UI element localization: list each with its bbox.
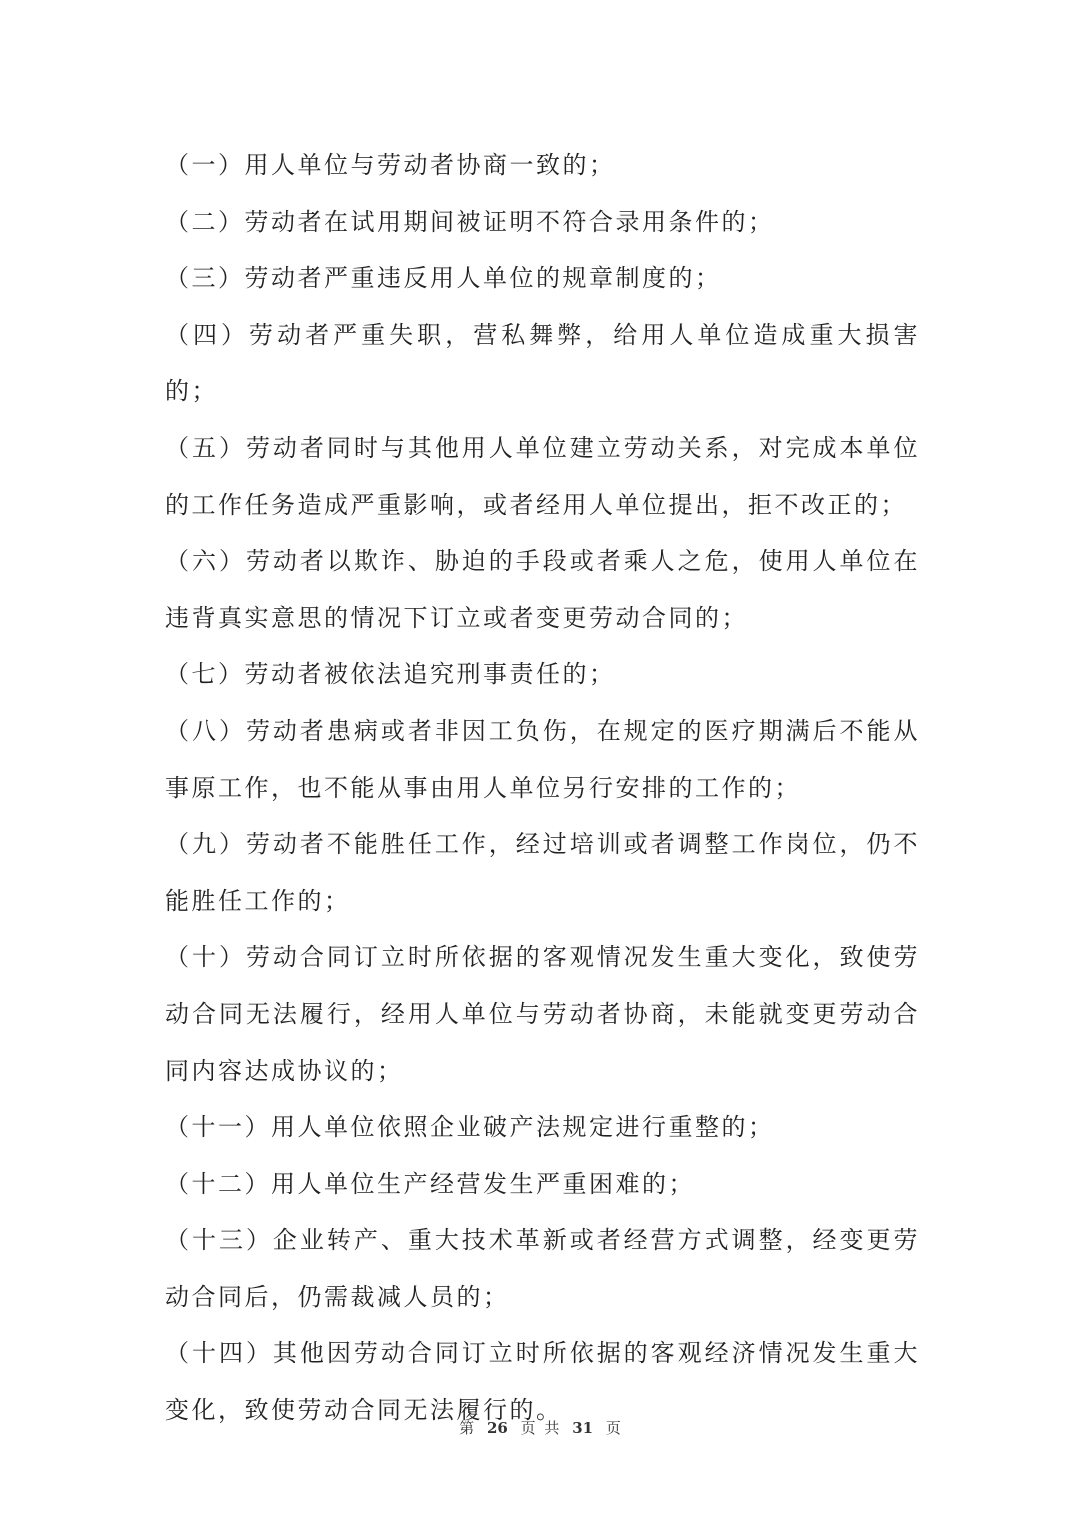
clause-13: （十三）企业转产、重大技术革新或者经营方式调整，经变更劳动合同后，仍需裁减人员的； (165, 1226, 920, 1311)
page-prefix: 第 (459, 1419, 475, 1437)
clause-3: （三）劳动者严重违反用人单位的规章制度的； (165, 264, 722, 293)
clause-12: （十二）用人单位生产经营发生严重困难的； (165, 1169, 695, 1198)
total-suffix: 页 (605, 1419, 621, 1437)
clause-1: （一）用人单位与劳动者协商一致的； (165, 151, 616, 179)
clause-14: （十四）其他因劳动合同订立时所依据的客观经济情况发生重大变化，致使劳动合同无法履行的。 (165, 1339, 920, 1425)
clause-7: （七）劳动者被依法追究刑事责任的； (165, 660, 616, 689)
total-pages-number: 31 (572, 1419, 594, 1437)
current-page-number: 26 (486, 1419, 508, 1437)
document-body (165, 137, 920, 1439)
clause-6: （六）劳动者以欺诈、胁迫的手段或者乘人之危，使用人单位在违背真实意思的情况下订立或者变更劳动合同的； (165, 547, 920, 632)
clause-5: （五）劳动者同时与其他用人单位建立劳动关系，对完成本单位的工作任务造成严重影响，或者经用人单位提出，拒不改正的； (165, 433, 920, 519)
clause-4: （四）劳动者严重失职，营私舞弊，给用人单位造成重大损害的； (165, 320, 920, 406)
page-word: 页 (520, 1419, 536, 1437)
clause-8: （八）劳动者患病或者非因工负伤，在规定的医疗期满后不能从事原工作，也不能从事由用人单位另行安排的工作的； (165, 716, 920, 802)
clause-10: （十）劳动合同订立时所依据的客观情况发生重大变化，致使劳动合同无法履行，经用人单位与劳动者协商，未能就变更劳动合同内容达成协议的； (165, 943, 920, 1085)
clause-2: （二）劳动者在试用期间被证明不符合录用条件的； (165, 207, 775, 236)
clause-9: （九）劳动者不能胜任工作，经过培训或者调整工作岗位，仍不能胜任工作的； (165, 830, 920, 915)
clause-11: （十一）用人单位依照企业破产法规定进行重整的； (165, 1113, 775, 1142)
total-prefix: 共 (544, 1419, 560, 1437)
page-footer (0, 1416, 1080, 1440)
